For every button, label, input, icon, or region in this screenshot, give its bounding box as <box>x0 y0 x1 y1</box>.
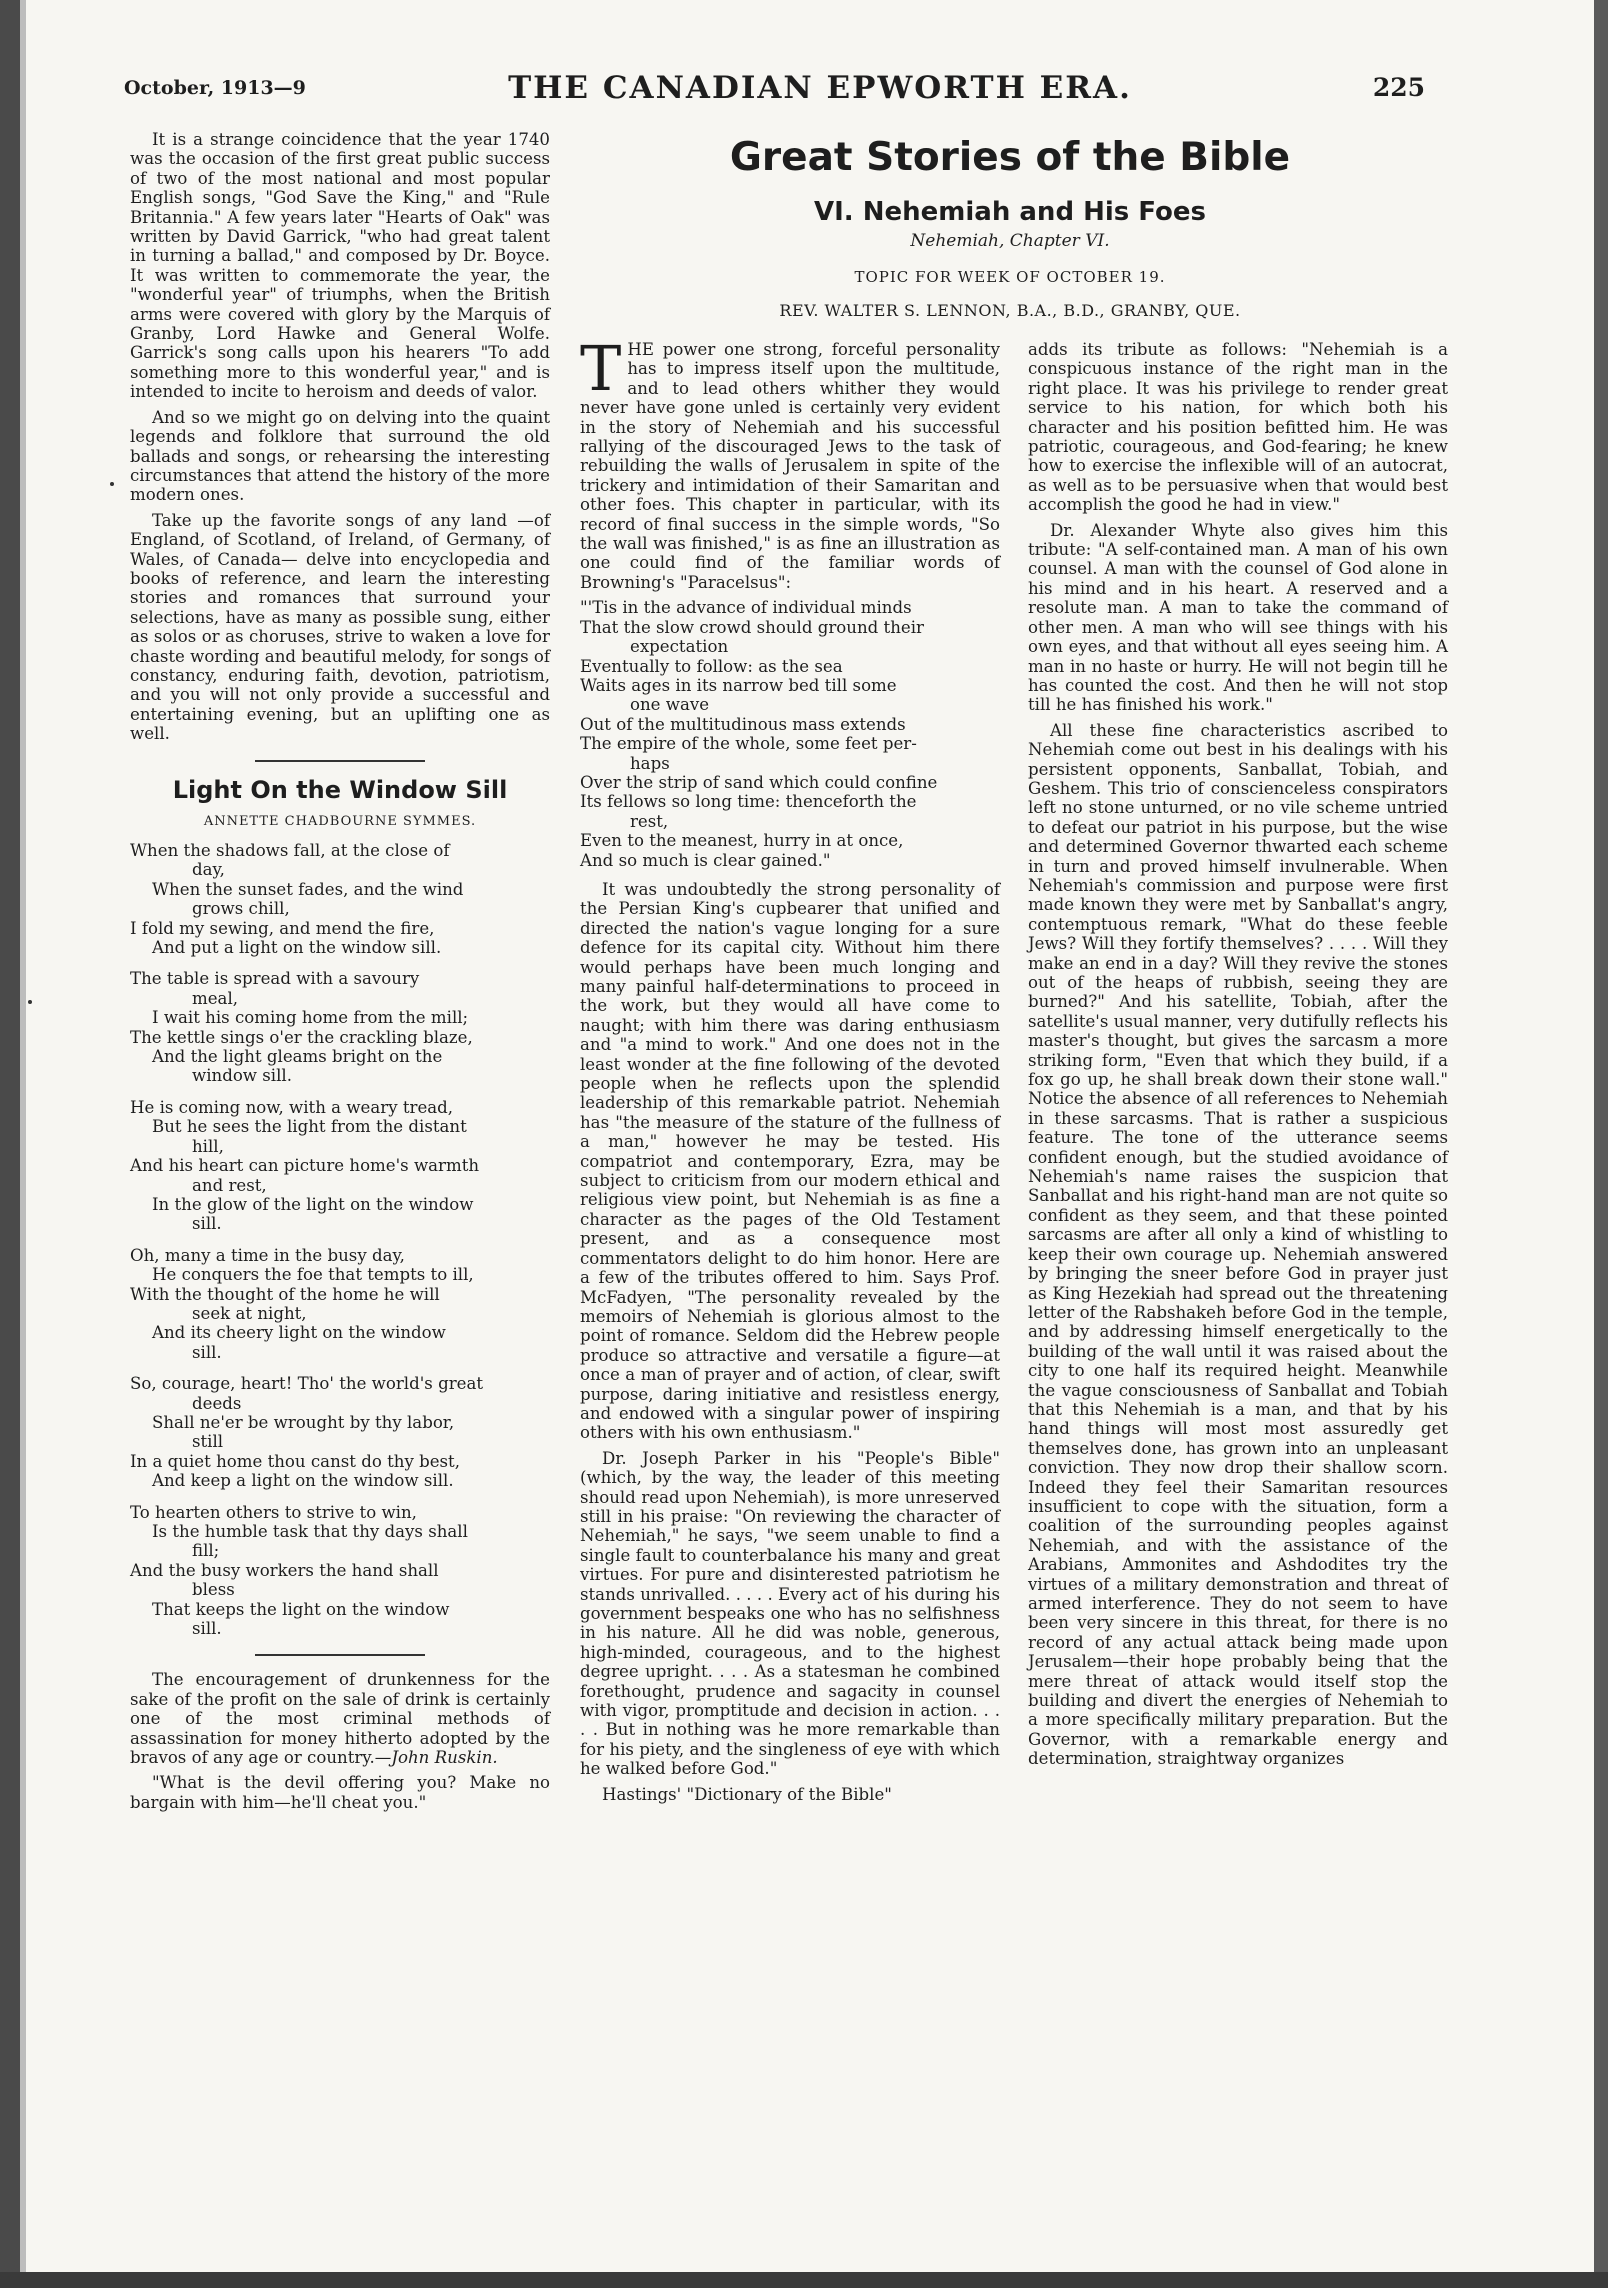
verse-line: Over the strip of sand which could confine <box>580 772 938 792</box>
poem-line: In a quiet home thou canst do thy best, <box>130 1451 461 1471</box>
poem-stanza <box>130 1246 550 1362</box>
article-author: REV. WALTER S. LENNON, B.A., B.D., GRANBY, QUE. <box>779 301 1241 320</box>
poem-line: The table is spread with a savoury <box>130 969 420 989</box>
poem-line: day, <box>192 860 225 880</box>
poem-line: When the shadows fall, at the close of <box>130 841 450 860</box>
poem-line: With the thought of the home he will <box>130 1284 440 1304</box>
poem-line: Shall ne'er be wrought by thy labor, <box>152 1412 455 1432</box>
verse-line: Its fellows so long time: thenceforth the <box>580 792 917 812</box>
article-subtitle: VI. Nehemiah and His Foes <box>814 197 1206 227</box>
poem-line: He is coming now, with a weary tread, <box>130 1097 454 1117</box>
poem-line: And his heart can picture home's warmth <box>130 1156 480 1176</box>
poem-line: window sill. <box>192 1066 293 1086</box>
poem-title: Light On the Window Sill <box>172 775 508 804</box>
verse-line: The empire of the whole, some feet per- <box>580 734 917 754</box>
poem-author: ANNETTE CHADBOURNE SYMMES. <box>203 813 477 829</box>
paragraph: Dr. Joseph Parker in his "People's Bible" (which, by the way, the leader of this meeting should read upon Nehemiah), is more unreserved still in his praise: "On reviewing the character of Nehemiah," he says, "we seem unable to find a single fault to counterbalance his many and great virtues. For pure and disinterested patriotism he stands unrivalled. . . . . Every act of his during his government bespeaks one who has no selfishness in his nature. All he did was noble, generous, high-minded, courageous, and to the highest degree upright. . . . As a statesman he combined forethought, prudence and sagacity in counsel with vigor, promptitude and decision in action. . . . . But in nothing was he more remarkable than for his piety, and the singleness of eye with which he walked before God." <box>580 1448 1000 1779</box>
poem-line: And its cheery light on the window <box>152 1323 446 1343</box>
poem-line: So, courage, heart! Tho' the world's great <box>130 1374 484 1394</box>
poem-line: seek at night, <box>192 1303 307 1323</box>
quote-paragraph <box>130 1670 550 1767</box>
verse-line: Out of the multitudinous mass extends <box>580 714 906 734</box>
opening-paragraph <box>580 332 1000 592</box>
poem-stanza <box>130 841 550 957</box>
poem-line: But he sees the light from the distant <box>152 1117 467 1137</box>
poem-line: To hearten others to strive to win, <box>130 1502 417 1522</box>
margin-mark <box>28 1000 32 1004</box>
poem-line: hill, <box>192 1136 224 1156</box>
verse-line: And so much is clear gained." <box>580 850 831 870</box>
scan-right-edge <box>1594 0 1608 2288</box>
drop-cap: T <box>580 332 622 405</box>
paragraph: Dr. Alexander Whyte also gives him this tribute: "A self-contained man. A man of his own counsel. A man with the counsel of God alone in his mind and in his heart. A reserved and a resolute man. A man to take the command of other men. A man who will see things with his own eyes, and that without all eyes seeing him. A man in no haste or hurry. He will not begin till he has counted the cost. And then he will not stop till he has finished his work." <box>1028 520 1448 715</box>
poem-line: In the glow of the light on the window <box>152 1194 474 1214</box>
poem-line: And the light gleams bright on the <box>152 1047 443 1067</box>
poem-line: fill; <box>192 1541 220 1561</box>
section-divider <box>255 760 425 762</box>
article-title: Great Stories of the Bible <box>729 135 1291 180</box>
quote-author: —John Ruskin. <box>374 1748 498 1768</box>
poem-line: And keep a light on the window sill. <box>152 1471 454 1491</box>
poem-line: bless <box>192 1580 235 1600</box>
scan-bottom-edge <box>0 2272 1608 2288</box>
paragraph: Take up the favorite songs of any land —of England, of Scotland, of Ireland, of Germany, of Wales, of Canada— delve into encyclopedia and books of reference, and learn the interesting stories and romances that surround your selections, have as many as possible sung, either as solos or as choruses, strive to waken a love for chaste wording and beautiful melody, for songs of constancy, enduring faith, devotion, patriotism, and you will not only provide a successful and entertaining evening, but an uplifting one as well. <box>130 510 550 744</box>
browning-quotation <box>580 598 1000 870</box>
verse-line: Waits ages in its narrow bed till some <box>580 675 897 695</box>
verse-line: That the slow crowd should ground their <box>580 617 924 637</box>
poem-line: That keeps the light on the window <box>152 1599 450 1619</box>
paragraph: All these fine characteristics ascribed to Nehemiah come out best in his dealings with his persistent opponents, Sanballat, Tobiah, and Geshem. This trio of conscienceless conspirators left no stone unturned, or no vile scheme untried to defeat our patriot in his purpose, but the wise and determined Governor thwarted each scheme in turn and proved himself invulnerable. When Nehemiah's commission and purpose were first made known they were met by Sanballat's angry, contemptuous remark, "What do these feeble Jews? Will they fortify themselves? . . . . Will they make an end in a day? Will they revive the stones out of the heaps of rubbish, seeing they are burned?" And his satellite, Tobiah, after the satellite's usual manner, very dutifully reflects his master's thought, but gives the sarcasm a more striking form, "Even that which they build, if a fox go up, he shall break down their stone wall." Notice the absence of all references to Nehemiah in these sarcasms. That is rather a suspicious feature. The tone of the utterance seems confident enough, but the studied avoidance of Nehemiah's name raises the suspicion that Sanballat and his right-hand man are not quite so confident as they seem, and that these pointed sarcasms are after all only a kind of whistling to keep their own courage up. Nehemiah answered by bringing the sneer before God in prayer just as King Hezekiah had spread out the threatening letter of the Rabshakeh before God in the temple, and by addressing himself energetically to the building of the wall until it was raised about the city to one half its required height. Meanwhile the vague consciousness of Sanballat and Tobiah that this Nehemiah is a man, and that by his hand things will most most assuredly get themselves done, has grown into an unpleasant conviction. They now drop their shallow scorn. Indeed they feel their Samaritan resources insufficient to cope with the situation, form a coalition of the surrounding peoples against Nehemiah, and with the assistance of the Arabians, Ammonites and Ashdodites try the virtues of a military demonstration and threat of armed interference. They do not seem to have been very sincere in this threat, for there is no record of any actual attack being made upon Jerusalem—their hope probably being that the mere threat of attack would itself stop the building and divert the energies of Nehemiah to a more specifically military preparation. But the Governor, with a remarkable energy and determination, straightway organizes <box>1028 720 1448 1769</box>
poem-line: sill. <box>192 1214 222 1234</box>
poem-line: Is the humble task that thy days shall <box>152 1522 468 1541</box>
poem-line: When the sunset fades, and the wind <box>152 879 464 899</box>
paragraph: Hastings' "Dictionary of the Bible" <box>602 1784 892 1804</box>
poem-line: and rest, <box>192 1175 267 1195</box>
poem <box>130 841 550 1638</box>
poem-line: I wait his coming home from the mill; <box>152 1008 469 1028</box>
closing-paragraph: "What is the devil offering you? Make no bargain with him—he'll cheat you." <box>130 1773 550 1812</box>
verse-line: rest, <box>630 811 669 831</box>
poem-line: I fold my sewing, and mend the fire, <box>130 918 435 938</box>
verse-line: Eventually to follow: as the sea <box>580 656 843 676</box>
poem-stanza <box>130 1374 550 1490</box>
poem-stanza <box>130 1503 550 1639</box>
header-masthead: THE CANADIAN EPWORTH ERA. <box>508 70 1132 106</box>
verse-line: Even to the meanest, hurry in at once, <box>580 831 904 851</box>
poem-line: meal, <box>192 988 239 1008</box>
poem-line: sill. <box>192 1619 222 1639</box>
poem-line: still <box>192 1432 224 1452</box>
verse-line: "'Tis in the advance of individual minds <box>580 598 912 618</box>
paragraph: And so we might go on delving into the quaint legends and folklore that surround the old ballads and songs, or rehearsing the interesting circumstances that attend the history of the more modern ones. <box>130 407 550 505</box>
poem-stanza <box>130 1098 550 1234</box>
poem-line: And put a light on the window sill. <box>152 938 442 958</box>
scripture-reference: Nehemiah, Chapter VI. <box>910 231 1110 251</box>
poem-line: grows chill, <box>192 899 290 919</box>
paragraph: It is a strange coincidence that the year 1740 was the occasion of the first great public success of two of the most national and most popular English songs, "God Save the King," and "Rule Britannia." A few years later "Hearts of Oak" was written by David Garrick, "who had great talent in turning a ballad," and composed by Dr. Boyce. It was written to commemorate the year, the "wonderful year" of triumphs, when the British arms were covered with glory by the Marquis of Granby, Lord Hawke and General Wolfe. Garrick's song calls upon his hearers "To add something more to this wonderful year," and is intended to incite to heroism and deeds of valor. <box>130 130 550 402</box>
poem-line: sill. <box>192 1342 222 1362</box>
section-divider <box>255 1654 425 1656</box>
opening-text: HE power one strong, forceful personality has to impress itself upon the multitude, and to lead others whither they would never have gone unled is certainly very evident in the story of Nehemiah and his successful rallying of the discouraged Jews to the task of rebuilding the walls of Jerusalem in spite of the trickery and intimidation of their Samaritan and other foes. This chapter in particular, with its record of final success in the simple words, "So the wall was finished," is as fine an illustration as one could find of the familiar words of Browning's "Paracelsus": <box>580 340 1000 592</box>
margin-mark <box>110 482 114 486</box>
poem-line: deeds <box>192 1393 242 1413</box>
paragraph: It was undoubtedly the strong personality of the Persian King's cupbearer that unified and directed the nation's vague longing for a sure defence for its capital city. Without him there would perhaps have been much longing and many painful half-determinations to proceed in the work, but they would all have come to naught; with him there was daring enthusiasm and "a mind to work." And one does not in the least wonder at the fine following of the devoted people when he reflects upon the splendid leadership of this remarkable patriot. Nehemiah has "the measure of the stature of the fullness of a man," however he may be tested. His compatriot and contemporary, Ezra, may be subject to criticism from our modern ethical and religious view point, but Nehemiah is as fine a character as the pages of the Old Testament present, and as a consequence most commentators delight to do him honor. Here are a few of the tributes offered to him. Says Prof. McFadyen, "The personality revealed by the memoirs of Nehemiah is glorious almost to the point of romance. Seldom did the Hebrew people produce so attractive and versatile a figure—at once a man of prayer and of action, of clear, swift purpose, daring initiative and resistless energy, and endowed with a singular power of inspiring others with his own enthusiasm." <box>580 879 1000 1443</box>
verse-line: expectation <box>630 637 729 657</box>
verse-line: haps <box>630 753 670 773</box>
poem-line: He conquers the foe that tempts to ill, <box>152 1265 474 1285</box>
verse-line: one wave <box>630 695 710 715</box>
quote-text: The encouragement of drunkenness for the sake of the profit on the sale of drink is certainly one of the most criminal methods of assassination for money hitherto adopted by the bravos of any age or country. <box>130 1670 550 1768</box>
scan-left-edge <box>0 0 20 2288</box>
poem-line: And the busy workers the hand shall <box>130 1560 439 1580</box>
paragraph: adds its tribute as follows: "Nehemiah is a conspicuous instance of the right man in the right place. It was his privilege to render great service to his nation, for which both his character and his position befitted him. He was patriotic, courageous, and God-fearing; he knew how to exercise the inflexible will of an autocrat, as well as to be persuasive when that would best accomplish the good he had in view." <box>1028 340 1448 515</box>
poem-stanza <box>130 969 550 1085</box>
column-middle <box>580 332 1000 1810</box>
column-left <box>130 130 550 1818</box>
header-page-number: 225 <box>1372 73 1425 102</box>
poem-line: The kettle sings o'er the crackling blaze, <box>130 1027 473 1047</box>
poem-line: Oh, many a time in the busy day, <box>130 1245 405 1265</box>
topic-line: TOPIC FOR WEEK OF OCTOBER 19. <box>854 268 1166 286</box>
column-right <box>1028 340 1448 1775</box>
header-date: October, 1913—9 <box>124 77 306 99</box>
